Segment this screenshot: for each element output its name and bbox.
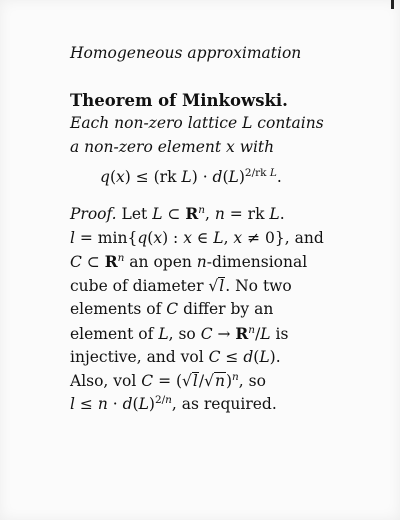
proof-line-6: element of L, so $C \to R^n/L$ is — [70, 323, 289, 343]
proof-label: Proof. — [70, 205, 117, 223]
theorem-statement — [70, 112, 390, 159]
proof-line-4: cube of diameter √l. No two — [70, 276, 292, 295]
proof-line-9: $l \le n \cdot d(L)^{2/n}$, as required. — [70, 393, 277, 413]
text-column — [70, 42, 390, 417]
page-edge-mark — [391, 0, 394, 9]
proof-line-3: C ⊂ $R^n$ an open n-dimensional — [70, 251, 308, 271]
theorem-formula: q(x) ≤ (rk $L) \cdot d(L)^{2/rk L}$. — [100, 166, 282, 186]
proof-line-8: Also, vol $C = (√l/√n)^n$, so — [70, 370, 266, 390]
theorem-title: Theorem of Minkowski. — [70, 90, 288, 110]
proof-line-2: l = min{q(x) : x ∈ L, x ≠ 0}, and — [70, 228, 324, 247]
theorem-line-2: a non-zero element x with — [70, 137, 275, 156]
theorem-line-1: Each non-zero lattice L contains — [70, 114, 324, 132]
proof-line-7: injective, and vol C ≤ d(L). — [70, 348, 281, 366]
proof-line-1: Proof. Let L ⊂ $R^n$, n = rk L. — [70, 203, 285, 223]
proof-block — [70, 202, 390, 417]
section-title: Homogeneous approximation — [70, 44, 302, 62]
proof-line-5: elements of C differ by an — [70, 300, 274, 318]
